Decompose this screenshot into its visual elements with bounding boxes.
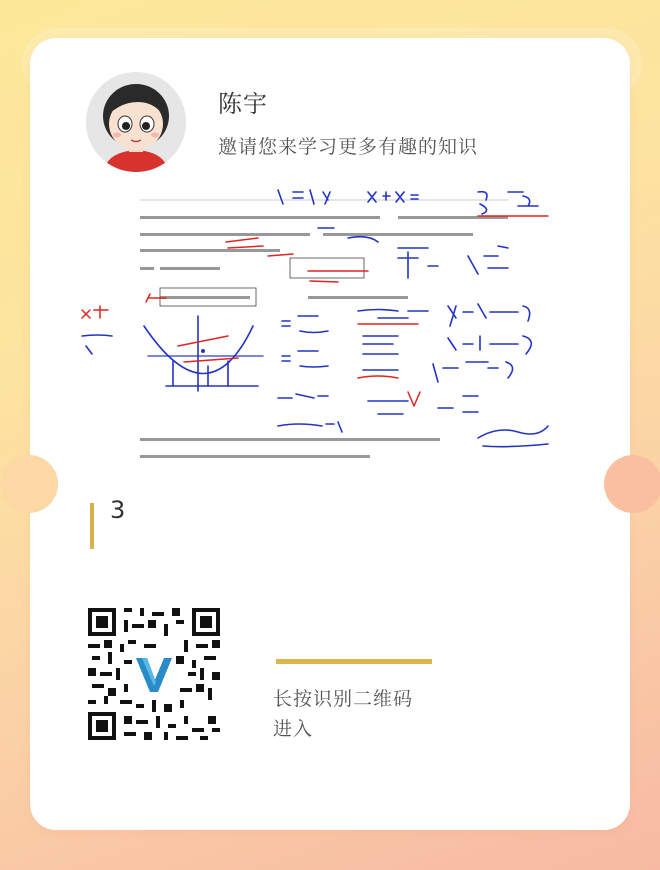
qr-code-icon [88,608,220,740]
cartoon-girl-avatar-icon [86,72,186,172]
card-notch-right [604,455,660,513]
invite-text: 邀请您来学习更多有趣的知识 [218,136,479,158]
qr-code[interactable] [88,608,220,740]
qr-prompt-line2: 进入 [273,718,314,740]
post-image[interactable] [78,186,578,466]
avatar[interactable] [86,72,186,172]
count-accent-bar [90,503,94,549]
qr-prompt-accent-bar [276,659,432,664]
handwritten-notes-image [78,186,578,466]
card-notch-left [0,455,58,513]
user-name: 陈宇 [218,90,268,118]
qr-prompt-line1: 长按识别二维码 [273,688,414,710]
post-count: 3 [110,496,126,524]
